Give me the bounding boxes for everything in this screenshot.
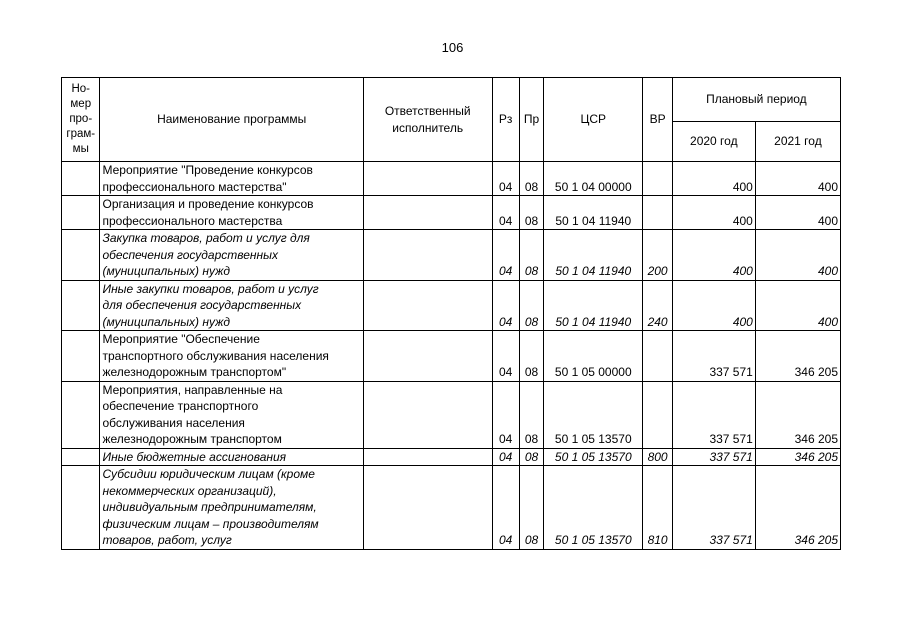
- pr-cell: 08: [519, 162, 543, 196]
- pr-cell: 08: [519, 280, 543, 331]
- amount-2021-cell: 400: [755, 162, 840, 196]
- pr-cell: 08: [519, 466, 543, 550]
- program-name-cell: [100, 466, 363, 550]
- program-name-line: Закупка товаров, работ и услуг для: [102, 231, 310, 245]
- vr-cell: [643, 196, 672, 230]
- header-program-number: [62, 78, 100, 162]
- rz-cell: 04: [492, 230, 519, 281]
- responsible-cell: [363, 196, 492, 230]
- amount-2020-cell: 337 571: [672, 466, 755, 550]
- program-name-line: профессионального мастерства: [102, 213, 283, 228]
- csr-cell: 50 1 05 13570: [544, 381, 643, 448]
- program-name-line: Субсидии юридическим лицам (кроме: [102, 467, 315, 481]
- header-year-2020: 2020 год: [672, 122, 755, 162]
- program-name-line: индивидуальным предпринимателям,: [102, 500, 317, 514]
- rz-cell: 04: [492, 331, 519, 382]
- header-responsible-line: исполнитель: [392, 120, 464, 135]
- program-number-cell: [62, 331, 100, 382]
- program-name-cell: [100, 230, 363, 281]
- amount-2021-cell: 346 205: [755, 331, 840, 382]
- pr-cell: 08: [519, 196, 543, 230]
- table-row: [62, 162, 841, 196]
- program-name-cell: [100, 331, 363, 382]
- program-name-line: физическим лицам – производителям: [102, 516, 319, 531]
- amount-2020-cell: 400: [672, 230, 755, 281]
- rz-cell: 04: [492, 381, 519, 448]
- program-name-line: Иные бюджетные ассигнования: [102, 449, 287, 464]
- header-responsible-line: Ответственный: [384, 104, 471, 118]
- header-num-line: мер: [70, 98, 92, 110]
- amount-2021-cell: 400: [755, 230, 840, 281]
- table-row: [62, 448, 841, 466]
- table-row: [62, 196, 841, 230]
- program-name-line: (муниципальных) нужд: [102, 314, 230, 329]
- program-number-cell: [62, 162, 100, 196]
- amount-2020-cell: 400: [672, 280, 755, 331]
- program-name-cell: [100, 381, 363, 448]
- responsible-cell: [363, 230, 492, 281]
- program-name-line: (муниципальных) нужд: [102, 264, 230, 278]
- program-name-cell: [100, 280, 363, 331]
- pr-cell: 08: [519, 448, 543, 466]
- vr-cell: 240: [643, 280, 672, 331]
- program-name-line: Мероприятие "Проведение конкурсов: [102, 163, 313, 177]
- header-pr: Пр: [519, 78, 543, 162]
- responsible-cell: [363, 381, 492, 448]
- header-rz: Рз: [492, 78, 519, 162]
- table-row: [62, 331, 841, 382]
- header-planned-period: Плановый период: [672, 78, 840, 122]
- header-num-line: грам-: [66, 128, 96, 140]
- rz-cell: 04: [492, 466, 519, 550]
- program-name-line: товаров, работ, услуг: [102, 533, 232, 547]
- csr-cell: 50 1 04 11940: [544, 280, 643, 331]
- vr-cell: 200: [643, 230, 672, 281]
- program-name-cell: [100, 448, 363, 466]
- csr-cell: 50 1 05 00000: [544, 331, 643, 382]
- amount-2021-cell: 400: [755, 280, 840, 331]
- table-row: [62, 381, 841, 448]
- program-name-cell: [100, 196, 363, 230]
- header-program-name: Наименование программы: [100, 78, 363, 162]
- table-row: [62, 280, 841, 331]
- page-number: 106: [441, 40, 464, 55]
- rz-cell: 04: [492, 196, 519, 230]
- responsible-cell: [363, 280, 492, 331]
- program-name-line: для обеспечения государственных: [102, 298, 302, 312]
- csr-cell: 50 1 05 13570: [544, 448, 643, 466]
- program-name-line: Мероприятие "Обеспечение: [102, 332, 260, 346]
- header-vr: ВР: [643, 78, 672, 162]
- table-row: [62, 466, 841, 550]
- header-num-line: Но-: [71, 83, 90, 95]
- program-name-line: транспортного обслуживания населения: [102, 348, 329, 363]
- csr-cell: 50 1 04 00000: [544, 162, 643, 196]
- program-name-line: Иные закупки товаров, работ и услуг: [102, 281, 319, 296]
- vr-cell: [643, 381, 672, 448]
- rz-cell: 04: [492, 280, 519, 331]
- program-number-cell: [62, 230, 100, 281]
- rz-cell: 04: [492, 162, 519, 196]
- responsible-cell: [363, 162, 492, 196]
- amount-2020-cell: 400: [672, 162, 755, 196]
- pr-cell: 08: [519, 230, 543, 281]
- amount-2020-cell: 400: [672, 196, 755, 230]
- vr-cell: 800: [643, 448, 672, 466]
- program-name-line: Мероприятия, направленные на: [102, 382, 283, 397]
- program-name-line: обеспечение транспортного: [102, 399, 259, 413]
- table-body: [62, 162, 841, 550]
- amount-2021-cell: 346 205: [755, 381, 840, 448]
- program-name-line: некоммерческих организаций),: [102, 483, 277, 498]
- amount-2021-cell: 346 205: [755, 466, 840, 550]
- header-responsible: [363, 78, 492, 162]
- program-name-cell: [100, 162, 363, 196]
- program-number-cell: [62, 196, 100, 230]
- responsible-cell: [363, 466, 492, 550]
- rz-cell: 04: [492, 448, 519, 466]
- table-row: [62, 230, 841, 281]
- amount-2020-cell: 337 571: [672, 331, 755, 382]
- header-csr: ЦСР: [544, 78, 643, 162]
- program-number-cell: [62, 448, 100, 466]
- program-name-line: железнодорожным транспортом": [102, 365, 287, 379]
- program-number-cell: [62, 466, 100, 550]
- responsible-cell: [363, 331, 492, 382]
- vr-cell: [643, 331, 672, 382]
- program-name-line: профессионального мастерства": [102, 179, 287, 194]
- program-number-cell: [62, 280, 100, 331]
- amount-2020-cell: 337 571: [672, 448, 755, 466]
- pr-cell: 08: [519, 381, 543, 448]
- amount-2021-cell: 400: [755, 196, 840, 230]
- csr-cell: 50 1 04 11940: [544, 230, 643, 281]
- program-number-cell: [62, 381, 100, 448]
- responsible-cell: [363, 448, 492, 466]
- program-name-line: Организация и проведение конкурсов: [102, 197, 314, 211]
- vr-cell: [643, 162, 672, 196]
- csr-cell: 50 1 05 13570: [544, 466, 643, 550]
- program-name-line: железнодорожным транспортом: [102, 432, 282, 446]
- pr-cell: 08: [519, 331, 543, 382]
- budget-table: [61, 77, 841, 550]
- amount-2021-cell: 346 205: [755, 448, 840, 466]
- program-name-line: обеспечения государственных: [102, 247, 278, 262]
- header-year-2021: 2021 год: [755, 122, 840, 162]
- header-num-line: про-: [69, 113, 93, 125]
- program-name-line: обслуживания населения: [102, 415, 245, 430]
- amount-2020-cell: 337 571: [672, 381, 755, 448]
- csr-cell: 50 1 04 11940: [544, 196, 643, 230]
- header-num-line: мы: [72, 143, 89, 155]
- vr-cell: 810: [643, 466, 672, 550]
